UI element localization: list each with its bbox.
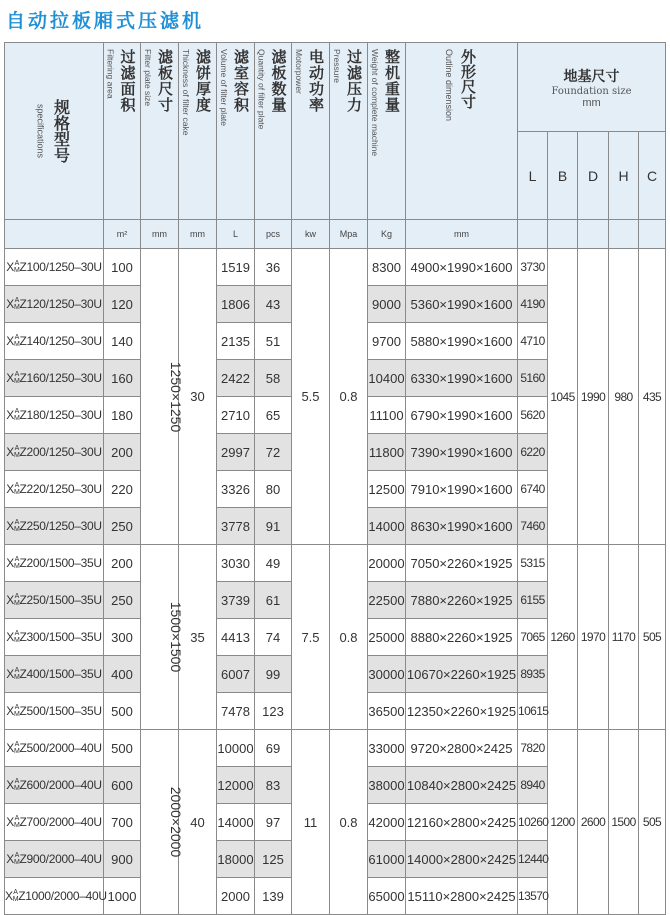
area-cell: 400 [104,656,141,693]
volume-cell: 3739 [217,582,255,619]
header-weight-en: Weight of complete machine [370,49,380,157]
model-sub: M [14,526,20,534]
weight-cell: 36500 [368,693,406,730]
model-prefix: X [6,777,14,792]
model-cell [5,693,104,730]
model-sub: M [14,415,20,423]
dimension-cell: 5360×1990×1600 [406,286,518,323]
foundation-L-cell: 7460 [518,508,548,545]
model-sup: A [14,630,19,638]
page-title: 自动拉板厢式压滤机 [6,10,205,32]
weight-cell: 10400 [368,360,406,397]
model-cell [5,582,104,619]
model-sub: M [14,378,20,386]
model-cell [5,249,104,286]
weight-cell: 30000 [368,656,406,693]
model-sub: M [14,859,20,867]
area-cell: 120 [104,286,141,323]
model-cell [5,767,104,804]
plate-size-value: 1500×1500 [168,601,185,673]
volume-cell: 2000 [217,878,255,915]
foundation-H-cell: 1170 [609,545,639,730]
header-area [104,43,141,220]
unit-volume: L [217,220,255,249]
dimension-cell: 12350×2260×1925 [406,693,518,730]
model-cell [5,656,104,693]
unit-weight: Kg [368,220,406,249]
foundation-C-cell: 505 [639,545,666,730]
model-prefix: X [6,259,14,274]
area-cell: 100 [104,249,141,286]
model-sup: A [14,408,19,416]
model-prefix: X [6,703,14,718]
area-cell: 300 [104,619,141,656]
table-row [5,249,666,286]
foundation-L-cell: 4710 [518,323,548,360]
model-sup: A [14,482,19,490]
cake-cell: 40 [179,730,217,915]
plate-size-cell [141,545,185,730]
foundation-L-cell: 12440 [518,841,548,878]
dimension-cell: 7880×2260×1925 [406,582,518,619]
dimension-cell: 7050×2260×1925 [406,545,518,582]
model-cell [5,730,104,767]
foundation-B-cell: 1200 [548,730,578,915]
unit-spec [5,220,104,249]
header-area-cn: 过滤面积 [118,49,137,113]
header-foundation-L: L [518,132,548,220]
model-cell [5,286,104,323]
model-name: Z140/1250–30U [19,333,102,348]
foundation-L-cell: 10615 [518,693,548,730]
cake-cell: 30 [179,249,217,545]
unit-C [639,220,666,249]
foundation-L-cell: 8940 [518,767,548,804]
dimension-cell: 14000×2800×2425 [406,841,518,878]
model-sub: M [14,267,20,275]
weight-cell: 33000 [368,730,406,767]
volume-cell: 7478 [217,693,255,730]
model-sup: A [14,297,19,305]
quantity-cell: 72 [255,434,292,471]
header-cake [179,43,217,220]
volume-cell: 1519 [217,249,255,286]
area-cell: 220 [104,471,141,508]
header-foundation-H: H [609,132,639,220]
model-sup: A [14,445,19,453]
header-power-cn: 电动功率 [307,49,325,113]
plate-size-value: 1250×1250 [168,361,185,432]
foundation-B-cell: 1045 [548,249,578,545]
model-sub: M [14,452,20,460]
weight-cell: 8300 [368,249,406,286]
area-cell: 180 [104,397,141,434]
area-cell: 700 [104,804,141,841]
quantity-cell: 139 [255,878,292,915]
spec-table-body [5,249,666,915]
model-sup: A [14,593,19,601]
dimension-cell: 8630×1990×1600 [406,508,518,545]
area-cell: 140 [104,323,141,360]
foundation-D-cell: 1970 [578,545,609,730]
quantity-cell: 123 [255,693,292,730]
dimension-cell: 7910×1990×1600 [406,471,518,508]
unit-power: kw [292,220,330,249]
header-foundation-C: C [639,132,666,220]
header-quantity-cn: 滤板数量 [269,49,288,113]
header-foundation-unit: mm [582,96,601,109]
plate-size-value: 2000×2000 [168,786,185,858]
area-cell: 160 [104,360,141,397]
header-cake-en: Thickness of filter cake [181,49,191,136]
volume-cell: 3778 [217,508,255,545]
area-cell: 900 [104,841,141,878]
header-volume [217,43,255,220]
model-sub: M [14,785,20,793]
model-name: Z900/2000–40U [19,851,102,866]
header-foundation-cn: 地基尺寸 [563,68,620,85]
model-sup: A [14,519,19,527]
header-weight [368,43,406,220]
model-prefix: X [6,370,14,385]
header-area-en: Filtering area [105,49,116,99]
plate-size-cell [141,249,185,545]
dimension-cell: 10840×2800×2425 [406,767,518,804]
header-plate-size-en: Filter plate size [143,49,153,107]
header-pressure-cn: 过滤压力 [345,49,363,113]
quantity-cell: 69 [255,730,292,767]
volume-cell: 1806 [217,286,255,323]
model-sub: M [14,748,20,756]
header-pressure [330,43,368,220]
header-dimension-en: Outline dimension [444,49,454,122]
model-name: Z120/1250–30U [19,296,102,311]
quantity-cell: 58 [255,360,292,397]
dimension-cell: 12160×2800×2425 [406,804,518,841]
header-spec-cn: 规格型号 [51,99,71,163]
model-name: Z220/1250–30U [19,481,102,496]
unit-L [518,220,548,249]
model-sub: M [14,341,20,349]
model-name: Z500/1500–35U [19,703,102,718]
weight-cell: 42000 [368,804,406,841]
model-name: Z600/2000–40U [19,777,102,792]
model-sup: A [14,260,19,268]
model-sub: M [14,711,20,719]
quantity-cell: 65 [255,397,292,434]
model-prefix: X [5,888,13,903]
quantity-cell: 91 [255,508,292,545]
header-quantity-en: Quantity of filter plate [256,49,267,130]
model-prefix: X [6,444,14,459]
model-prefix: X [6,629,14,644]
weight-cell: 38000 [368,767,406,804]
volume-cell: 12000 [217,767,255,804]
model-cell [5,360,104,397]
header-cake-cn: 滤饼厚度 [194,49,212,113]
foundation-L-cell: 4190 [518,286,548,323]
model-name: Z400/1500–35U [19,666,102,681]
area-cell: 200 [104,434,141,471]
header-quantity [255,43,292,220]
header-dimension-cn: 外形尺寸 [459,49,477,109]
foundation-L-cell: 6155 [518,582,548,619]
area-cell: 500 [104,693,141,730]
power-cell: 7.5 [292,545,330,730]
model-cell [5,323,104,360]
foundation-L-cell: 6740 [518,471,548,508]
volume-cell: 3326 [217,471,255,508]
volume-cell: 2422 [217,360,255,397]
weight-cell: 25000 [368,619,406,656]
foundation-L-cell: 13570 [518,878,548,915]
foundation-D-cell: 2600 [578,730,609,915]
header-volume-en: Volume of filter plate [219,49,229,127]
model-cell [5,434,104,471]
model-name: Z700/2000–40U [19,814,102,829]
dimension-cell: 9720×2800×2425 [406,730,518,767]
model-cell [5,545,104,582]
foundation-L-cell: 8935 [518,656,548,693]
weight-cell: 14000 [368,508,406,545]
model-name: Z500/2000–40U [19,740,102,755]
model-cell [5,878,107,915]
weight-cell: 20000 [368,545,406,582]
unit-area: m² [104,220,141,249]
foundation-L-cell: 5160 [518,360,548,397]
model-sub: M [14,600,20,608]
header-pressure-en: Pressure [332,49,342,84]
model-name: Z160/1250–30U [19,370,102,385]
model-name: Z200/1500–35U [19,555,102,570]
unit-plate-size: mm [141,220,179,249]
model-name: Z180/1250–30U [19,407,102,422]
foundation-H-cell: 980 [609,249,639,545]
model-sup: A [14,741,19,749]
foundation-L-cell: 6220 [518,434,548,471]
foundation-L-cell: 5315 [518,545,548,582]
model-prefix: X [6,740,14,755]
quantity-cell: 99 [255,656,292,693]
model-sup: A [14,334,19,342]
dimension-cell: 10670×2260×1925 [406,656,518,693]
model-cell [5,619,104,656]
power-cell: 11 [292,730,330,915]
quantity-cell: 51 [255,323,292,360]
model-prefix: X [6,407,14,422]
model-cell [5,397,104,434]
model-prefix: X [6,518,14,533]
header-plate-size-cn: 滤板尺寸 [156,49,174,113]
model-cell [5,804,104,841]
volume-cell: 14000 [217,804,255,841]
model-prefix: X [6,481,14,496]
area-cell: 200 [104,545,141,582]
dimension-cell: 7390×1990×1600 [406,434,518,471]
header-spec-en: specifications [35,103,46,159]
volume-cell: 2710 [217,397,255,434]
header-volume-cn: 滤室容积 [232,49,250,113]
model-sup: A [14,852,19,860]
spec-table [4,42,666,915]
unit-quantity: pcs [255,220,292,249]
quantity-cell: 97 [255,804,292,841]
foundation-L-cell: 10260 [518,804,548,841]
weight-cell: 11800 [368,434,406,471]
header-plate-size [141,43,179,220]
unit-B [548,220,578,249]
model-sub: M [14,304,20,312]
volume-cell: 2997 [217,434,255,471]
weight-cell: 11100 [368,397,406,434]
header-spec [5,43,104,220]
area-cell: 500 [104,730,141,767]
area-cell: 600 [104,767,141,804]
model-sub: M [14,637,20,645]
quantity-cell: 83 [255,767,292,804]
header-power [292,43,330,220]
quantity-cell: 36 [255,249,292,286]
quantity-cell: 125 [255,841,292,878]
dimension-cell: 5880×1990×1600 [406,323,518,360]
header-foundation-B: B [548,132,578,220]
model-sub: M [14,674,20,682]
header-foundation-D: D [578,132,609,220]
model-name: Z200/1250–30U [19,444,102,459]
quantity-cell: 43 [255,286,292,323]
model-name: Z1000/2000–40U [18,888,107,903]
foundation-D-cell: 1990 [578,249,609,545]
model-name: Z250/1250–30U [19,518,102,533]
table-row [5,730,666,767]
volume-cell: 10000 [217,730,255,767]
volume-cell: 2135 [217,323,255,360]
model-prefix: X [6,666,14,681]
model-cell [5,841,104,878]
model-sup: A [14,704,19,712]
model-prefix: X [6,555,14,570]
model-cell [5,471,104,508]
model-sup: A [14,778,19,786]
pressure-cell: 0.8 [330,730,368,915]
dimension-cell: 6790×1990×1600 [406,397,518,434]
area-cell: 250 [104,582,141,619]
plate-size-cell [141,730,185,915]
weight-cell: 9000 [368,286,406,323]
model-prefix: X [6,296,14,311]
model-prefix: X [6,814,14,829]
model-cell [5,508,104,545]
model-sup: A [13,889,18,897]
pressure-cell: 0.8 [330,545,368,730]
header-foundation-en: Foundation size [551,85,632,97]
unit-pressure: Mpa [330,220,368,249]
foundation-B-cell: 1260 [548,545,578,730]
unit-dimension: mm [406,220,518,249]
model-sub: M [12,896,19,904]
quantity-cell: 49 [255,545,292,582]
model-sup: A [14,371,19,379]
unit-H [609,220,639,249]
weight-cell: 9700 [368,323,406,360]
cake-cell: 35 [179,545,217,730]
foundation-C-cell: 505 [639,730,666,915]
dimension-cell: 8880×2260×1925 [406,619,518,656]
weight-cell: 12500 [368,471,406,508]
header-foundation [518,43,666,132]
dimension-cell: 15110×2800×2425 [406,878,518,915]
weight-cell: 22500 [368,582,406,619]
area-cell: 250 [104,508,141,545]
model-sub: M [14,489,20,497]
volume-cell: 3030 [217,545,255,582]
model-prefix: X [6,592,14,607]
model-sup: A [14,815,19,823]
volume-cell: 4413 [217,619,255,656]
unit-D [578,220,609,249]
model-sup: A [14,556,19,564]
weight-cell: 65000 [368,878,406,915]
dimension-cell: 4900×1990×1600 [406,249,518,286]
model-name: Z250/1500–35U [19,592,102,607]
model-prefix: X [6,333,14,348]
foundation-L-cell: 7820 [518,730,548,767]
model-name: Z100/1250–30U [19,259,102,274]
model-sub: M [14,563,20,571]
foundation-L-cell: 7065 [518,619,548,656]
dimension-cell: 6330×1990×1600 [406,360,518,397]
table-row [5,545,666,582]
power-cell: 5.5 [292,249,330,545]
foundation-H-cell: 1500 [609,730,639,915]
volume-cell: 6007 [217,656,255,693]
model-prefix: X [6,851,14,866]
quantity-cell: 74 [255,619,292,656]
model-sup: A [14,667,19,675]
weight-cell: 61000 [368,841,406,878]
pressure-cell: 0.8 [330,249,368,545]
model-sub: M [14,822,20,830]
header-weight-cn: 整机重量 [383,49,401,113]
foundation-L-cell: 5620 [518,397,548,434]
model-name: Z300/1500–35U [19,629,102,644]
quantity-cell: 80 [255,471,292,508]
unit-cake: mm [179,220,217,249]
foundation-C-cell: 435 [639,249,666,545]
quantity-cell: 61 [255,582,292,619]
header-dimension [406,43,518,220]
foundation-L-cell: 3730 [518,249,548,286]
header-power-en: Motorpower [294,49,304,94]
area-cell: 1000 [104,878,141,915]
volume-cell: 18000 [217,841,255,878]
